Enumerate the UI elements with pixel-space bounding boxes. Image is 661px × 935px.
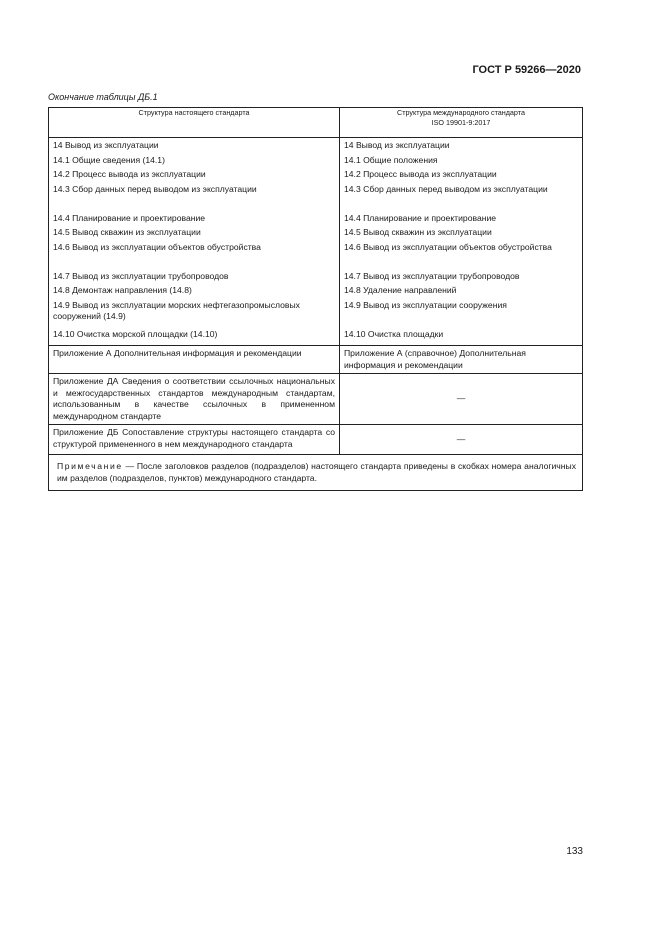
- table-row-note: [49, 455, 583, 491]
- appendix-db-national-cell: Приложение ДБ Сопоставление структуры настоящего стандарта со структурой примененного в нем международного стандарта: [49, 425, 340, 455]
- comparison-table: [48, 107, 583, 491]
- table-row-appendix-db: [49, 425, 583, 455]
- list-item: 14 Вывод из эксплуатации: [53, 140, 159, 150]
- appendix-db-international-cell: —: [340, 425, 583, 455]
- list-item: 14.7 Вывод из эксплуатации трубопроводов: [344, 270, 520, 281]
- note-text: — После заголовков разделов (подразделов) настоящего стандарта приведены в скобках номера аналогичных им разделов (подразделов, пунктов) международного стандарта.: [57, 461, 577, 483]
- table-note: [49, 455, 583, 491]
- list-item: 14.2 Процесс вывода из эксплуатации: [53, 169, 206, 179]
- list-item: 14.5 Вывод скважин из эксплуатации: [53, 227, 201, 237]
- note-label: Примечание: [57, 461, 123, 471]
- column-header-international-code: ISO 19901-9:2017: [431, 117, 491, 127]
- document-code: ГОСТ Р 59266—2020: [472, 64, 581, 76]
- list-item: 14.3 Сбор данных перед выводом из эксплуатации: [53, 183, 257, 194]
- list-item: 14.2 Процесс вывода из эксплуатации: [344, 169, 497, 179]
- table-header-row: [49, 108, 583, 138]
- list-item: 14.9 Вывод из эксплуатации сооружения: [344, 299, 507, 310]
- column-header-international-title: Структура международного стандарта: [397, 108, 525, 117]
- list-item: 14.5 Вывод скважин из эксплуатации: [344, 227, 492, 237]
- list-item: 14 Вывод из эксплуатации: [344, 140, 450, 150]
- table-row-appendix-a: [49, 346, 583, 374]
- appendix-da-international-cell: —: [340, 374, 583, 425]
- appendix-a-international-cell: Приложение А (справочное) Дополнительная информация и рекомендации: [340, 346, 583, 374]
- list-item: 14.10 Очистка площадки: [344, 328, 444, 339]
- list-item: 14.6 Вывод из эксплуатации объектов обустройства: [53, 241, 261, 252]
- section-14-international-cell: [340, 138, 583, 346]
- column-header-national: Структура настоящего стандарта: [49, 108, 340, 138]
- list-item: 14.1 Общие сведения (14.1): [53, 154, 165, 165]
- list-item: 14.7 Вывод из эксплуатации трубопроводов: [53, 270, 229, 281]
- list-item: 14.10 Очистка морской площадки (14.10): [53, 328, 218, 339]
- list-item: 14.8 Демонтаж направления (14.8): [53, 285, 192, 295]
- page-number: 133: [566, 846, 583, 857]
- column-header-international: [340, 108, 583, 138]
- appendix-a-national-cell: Приложение А Дополнительная информация и рекомендации: [49, 346, 340, 374]
- section-14-national-cell: [49, 138, 340, 346]
- list-item: 14.8 Удаление направлений: [344, 285, 457, 295]
- list-item: 14.4 Планирование и проектирование: [344, 212, 497, 223]
- list-item: 14.9 Вывод из эксплуатации морских нефтегазопромысловых сооружений (14.9): [53, 299, 300, 321]
- table-row-appendix-da: [49, 374, 583, 425]
- list-item: 14.4 Планирование и проектирование: [53, 212, 206, 223]
- appendix-da-national-cell: Приложение ДА Сведения о соответствии ссылочных национальных и межгосударственных стандартов международным стандартам, использованным в качестве ссылочных в примененном международном стандарте: [49, 374, 340, 425]
- list-item: 14.1 Общие положения: [344, 154, 438, 165]
- table-row-section-14: [49, 138, 583, 346]
- list-item: 14.6 Вывод из эксплуатации объектов обустройства: [344, 241, 552, 252]
- list-item: 14.3 Сбор данных перед выводом из эксплуатации: [344, 183, 548, 194]
- table-caption: Окончание таблицы ДБ.1: [48, 92, 158, 102]
